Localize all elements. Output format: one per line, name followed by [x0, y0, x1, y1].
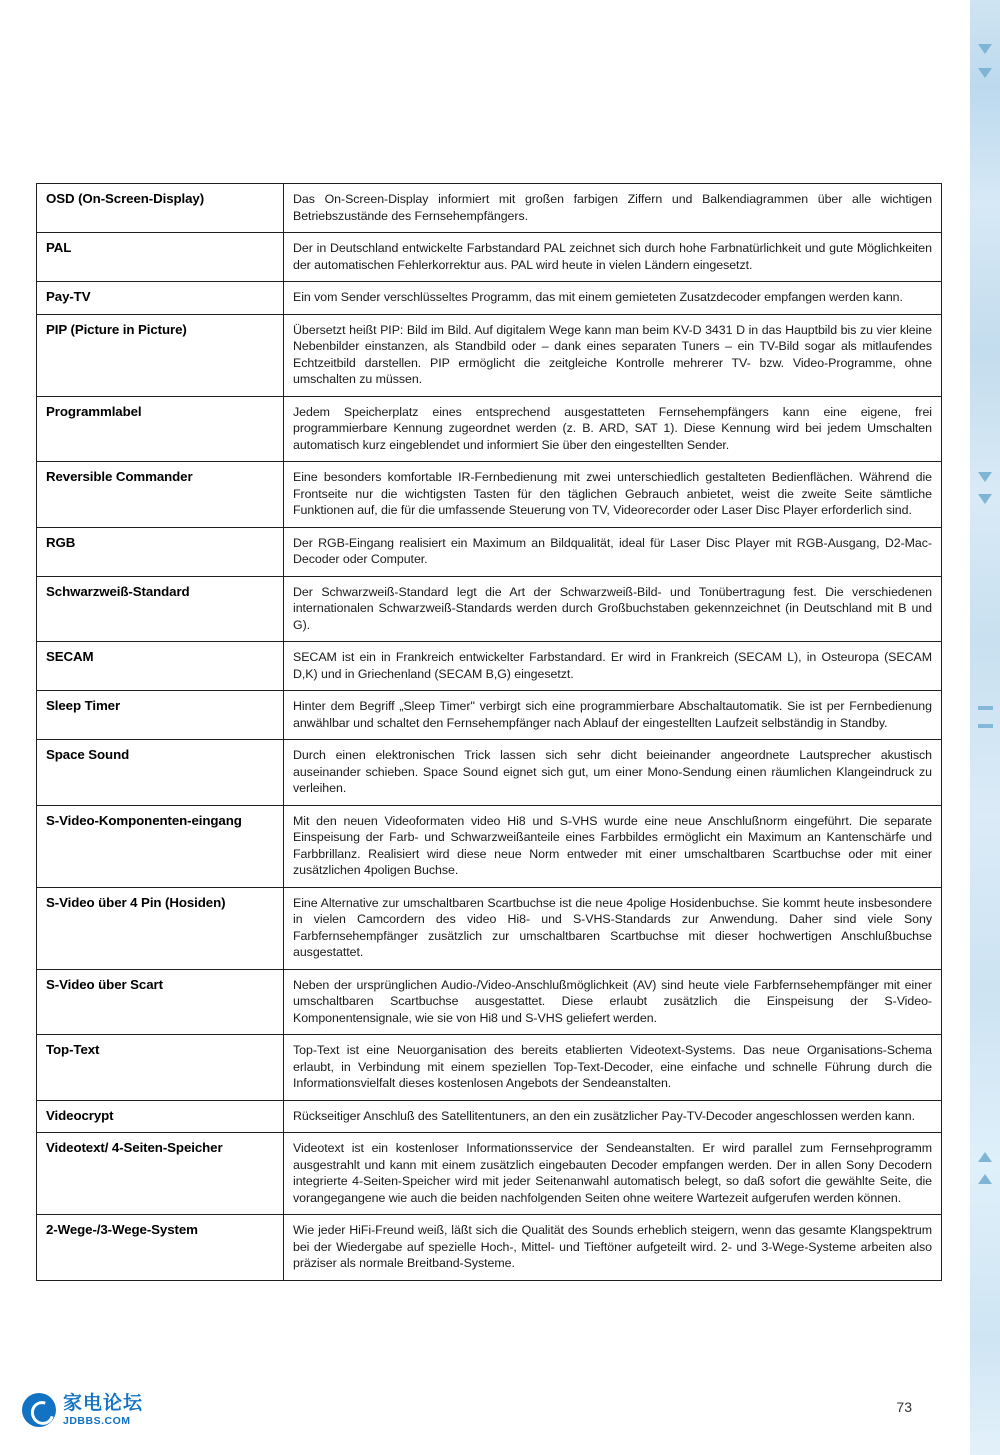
- glossary-term: Videocrypt: [37, 1100, 284, 1133]
- table-row: [37, 314, 942, 396]
- glossary-term: RGB: [37, 527, 284, 576]
- logo-url: JDBBS.COM: [63, 1414, 131, 1427]
- glossary-term: Programmlabel: [37, 396, 284, 462]
- glossary-term: SECAM: [37, 642, 284, 691]
- glossary-description: Eine besonders komfortable IR-Fernbedienung mit zwei unterschiedlich gestalteten Bedienflächen. Während die Frontseite nur die wichtigsten Tasten für den täglichen Gebrauch anbietet, weist die zweite Seite sämtliche Funktionen auf, die für die umfassende Steuerung von TV, Videorecorder oder Laser Disc Player erforderlich sind.: [284, 462, 942, 528]
- glossary-term: Schwarzweiß-Standard: [37, 576, 284, 642]
- scan-mark-icon: [978, 1174, 992, 1184]
- glossary-description: Das On-Screen-Display informiert mit großen farbigen Ziffern und Balkendiagrammen über alle wichtigen Betriebszustände des Fernsehempfängers.: [284, 184, 942, 233]
- table-row: [37, 740, 942, 806]
- scan-mark-icon: [978, 44, 992, 54]
- glossary-term: Videotext/ 4-Seiten-Speicher: [37, 1133, 284, 1215]
- table-row: [37, 691, 942, 740]
- glossary-description: Übersetzt heißt PIP: Bild im Bild. Auf digitalem Wege kann man beim KV-D 3431 D in das Hauptbild bis zu vier kleine Nebenbilder einstanzen, als Standbild oder – dank eines separaten Tuners – ein TV-Bild sogar als mitlaufendes Echtzeitbild darstellen. PIP ermöglicht die zeitgleiche Kontrolle mehrerer TV- bzw. Video-Programme, ohne umschalten zu müssen.: [284, 314, 942, 396]
- glossary-description: Top-Text ist eine Neuorganisation des bereits etablierten Videotext-Systems. Das neue Organisations-Schema erlaubt, in Verbindung mit einem speziellen Top-Text-Decoder, eine einfache und schnelle Führung durch die Informationsvielfalt dieses kostenlosen Angebots der Sendeanstalten.: [284, 1035, 942, 1101]
- scan-mark-icon: [978, 472, 992, 482]
- glossary-table-body: [37, 184, 942, 1281]
- table-row: [37, 282, 942, 315]
- glossary-term: S-Video über Scart: [37, 969, 284, 1035]
- glossary-description: Ein vom Sender verschlüsseltes Programm, das mit einem gemieteten Zusatzdecoder empfangen werden kann.: [284, 282, 942, 315]
- logo-text-block: [63, 1394, 143, 1427]
- table-row: [37, 527, 942, 576]
- logo-name: 家电论坛: [63, 1392, 144, 1414]
- table-row: [37, 396, 942, 462]
- table-row: [37, 1215, 942, 1281]
- glossary-term: Space Sound: [37, 740, 284, 806]
- table-row: [37, 462, 942, 528]
- scan-mark-icon: [978, 494, 992, 504]
- glossary-description: Jedem Speicherplatz eines entsprechend ausgestatteten Fernsehempfängers kann eine eigene, frei programmierbare Kennung zugeordnet werden (z. B. ARD, SAT 1). Diese Kennung wird bei jedem Umschalten automatisch kurz eingeblendet und informiert Sie über den eingestellten Sender.: [284, 396, 942, 462]
- glossary-description: Rückseitiger Anschluß des Satellitentuners, an den ein zusätzlicher Pay-TV-Decoder angeschlossen werden kann.: [284, 1100, 942, 1133]
- glossary-description: Der RGB-Eingang realisiert ein Maximum an Bildqualität, ideal für Laser Disc Player mit RGB-Ausgang, D2-Mac-Decoder oder Computer.: [284, 527, 942, 576]
- glossary-term: S-Video über 4 Pin (Hosiden): [37, 887, 284, 969]
- glossary-description: Der in Deutschland entwickelte Farbstandard PAL zeichnet sich durch hohe Farbnatürlichkeit und gute Möglichkeiten der automatischen Fehlerkorrektur aus. PAL wird heute in vielen Ländern eingesetzt.: [284, 233, 942, 282]
- glossary-term: Top-Text: [37, 1035, 284, 1101]
- glossary-description: Eine Alternative zur umschaltbaren Scartbuchse ist die neue 4polige Hosidenbuchse. Sie kommt heute insbesondere in vielen Camcordern des video Hi8- und S-VHS-Standards zur Anwendung. Daher sind viele Sony Farbfernsehempfänger zusätzlich zur umschaltbaren Scartbuchse mit dieser hochwertigen Anschlußbuchse ausgestattet.: [284, 887, 942, 969]
- forum-watermark-logo: [22, 1393, 143, 1427]
- glossary-description: Der Schwarzweiß-Standard legt die Art der Schwarzweiß-Bild- und Tonübertragung fest. Die verschiedenen internationalen Schwarzweiß-Standards werden durch Großbuchstaben gekennzeichnet (in Deutschland mit B und G).: [284, 576, 942, 642]
- glossary-table: [36, 183, 942, 1281]
- glossary-description: SECAM ist ein in Frankreich entwickelter Farbstandard. Er wird in Frankreich (SECAM L), in Osteuropa (SECAM D,K) und in Griechenland (SECAM B,G) eingesetzt.: [284, 642, 942, 691]
- glossary-term: Pay-TV: [37, 282, 284, 315]
- table-row: [37, 184, 942, 233]
- table-row: [37, 642, 942, 691]
- scan-edge-artifact: [970, 0, 1000, 1455]
- glossary-term: OSD (On-Screen-Display): [37, 184, 284, 233]
- table-row: [37, 969, 942, 1035]
- glossary-term: S-Video-Komponenten-eingang: [37, 805, 284, 887]
- swoosh-icon: [22, 1393, 56, 1427]
- glossary-term: 2-Wege-/3-Wege-System: [37, 1215, 284, 1281]
- scan-bar-icon: [978, 724, 993, 728]
- scan-mark-icon: [978, 68, 992, 78]
- scan-bar-icon: [978, 706, 993, 710]
- glossary-description: Durch einen elektronischen Trick lassen sich sehr dicht beieinander angeordnete Lautsprecher akustisch auseinander schieben. Space Sound eignet sich gut, um einer Mono-Sendung einen räumlichen Klangeindruck zu verleihen.: [284, 740, 942, 806]
- table-row: [37, 1100, 942, 1133]
- table-row: [37, 576, 942, 642]
- glossary-description: Wie jeder HiFi-Freund weiß, läßt sich die Qualität des Sounds erheblich steigern, wenn das gesamte Klangspektrum bei der Wiedergabe auf spezielle Hoch-, Mittel- und Tieftöner aufgeteilt wird. 2- und 3-Wege-Systeme arbeiten also präziser als normale Breitband-Systeme.: [284, 1215, 942, 1281]
- table-row: [37, 1133, 942, 1215]
- glossary-term: PIP (Picture in Picture): [37, 314, 284, 396]
- glossary-description: Neben der ursprünglichen Audio-/Video-Anschlußmöglichkeit (AV) sind heute viele Farbfernsehempfänger mit einer umschaltbaren Scartbuchse ausgestattet. Diese erlaubt zusätzlich die Einspeisung der S-Video-Komponentensignale, wie sie von Hi8 und S-VHS geliefert werden.: [284, 969, 942, 1035]
- table-row: [37, 887, 942, 969]
- glossary-term: Reversible Commander: [37, 462, 284, 528]
- glossary-description: Mit den neuen Videoformaten video Hi8 und S-VHS wurde eine neue Anschlußnorm eingeführt. Die separate Einspeisung der Farb- und Schwarzweißanteile eines Farbbildes ermöglicht ein Maximum an Kantenschärfe und Farbbrillanz. Realisiert wird diese neue Norm entweder mit einer umschaltbaren Scartbuchse oder mit einer zusätzlichen 4poligen Buchse.: [284, 805, 942, 887]
- table-row: [37, 233, 942, 282]
- page-number: 73: [896, 1399, 912, 1415]
- glossary-description: Hinter dem Begriff „Sleep Timer" verbirgt sich eine programmierbare Abschaltautomatik. Sie ist per Fernbedienung anwählbar und schaltet den Fernsehempfänger nach Ablauf der eingestellten Laufzeit selbständig in Standby.: [284, 691, 942, 740]
- glossary-description: Videotext ist ein kostenloser Informationsservice der Sendeanstalten. Er wird parallel zum Fernsehprogramm ausgestrahlt und kann mit einem zusätzlich eingebauten Decoder empfangen werden. Der in allen Sony Decodern integrierte 4-Seiten-Speicher wird mit jeder Seitenanwahl automatisch belegt, so daß sofort die gewählte Seite, die vorangegangene wie auch die beiden nachfolgenden Seiten ohne weitere Wartezeit aufgerufen werden können.: [284, 1133, 942, 1215]
- scan-mark-icon: [978, 1152, 992, 1162]
- glossary-term: PAL: [37, 233, 284, 282]
- glossary-term: Sleep Timer: [37, 691, 284, 740]
- table-row: [37, 805, 942, 887]
- table-row: [37, 1035, 942, 1101]
